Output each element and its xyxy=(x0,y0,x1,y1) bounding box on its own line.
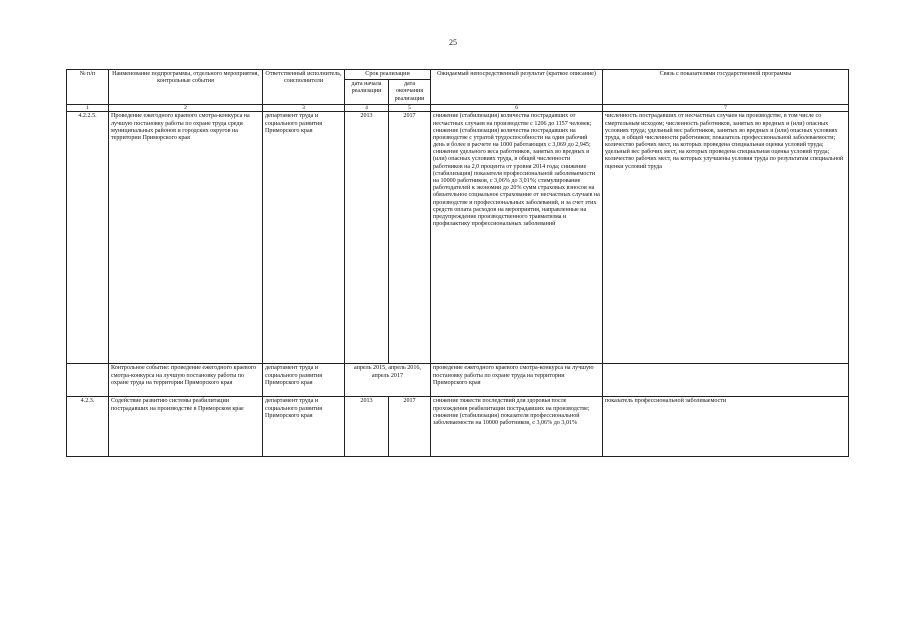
column-number: 2 xyxy=(109,104,263,112)
column-number: 5 xyxy=(389,104,431,112)
row-number: 4.2.2.5. xyxy=(67,112,109,364)
header-result: Ожидаемый непосредственный результат (краткое описание) xyxy=(431,70,603,105)
row-name: Проведение ежегодного краевого смотра-конкурса на лучшую постановку работы по охране труда среди муниципальных районов и городских округов на территории Приморского края xyxy=(109,112,263,364)
column-number: 4 xyxy=(345,104,389,112)
header-end: дата окончания реализации xyxy=(389,80,431,105)
row-number xyxy=(67,364,109,397)
row-end: 2017 xyxy=(389,112,431,364)
row-number: 4.2.3. xyxy=(67,397,109,457)
row-start: 2013 xyxy=(345,397,389,457)
row-link: численность пострадавших от несчастных случаев на производстве, в том числе со смертельным исходом; численность работников, занятых во вредных и (или) опасных условиях труда; удельный вес работников, занятых во вредных и (или) опасных условиях труда, в общей численности работников; показатель профессиональной заболеваемости; количество рабочих мест, на которых проведена специальная оценка условий труда; удельный вес рабочих мест, на которых проведена специальная оценка условий труда; количество рабочих мест, на которых улучшены условия труда по результатам специальной оценки условий труда xyxy=(603,112,849,364)
column-number-row xyxy=(67,104,849,112)
header-link: Связь с показателями государственной программы xyxy=(603,70,849,105)
header-start: дата начала реализации xyxy=(345,80,389,105)
row-executor: департамент труда и социального развития Приморского края xyxy=(263,397,345,457)
header-executor: Ответственный исполнитель, соисполнители xyxy=(263,70,345,105)
row-result: снижение тяжести последствий для здоровья после прохождения реабилитации пострадавших на производстве; снижение (стабилизация) показателя профессиональной заболеваемости на 10000 работников, с 3,06% до 3,01% xyxy=(431,397,603,457)
row-result: проведение ежегодного краевого смотра-конкурса на лучшую постановку работы по охране труда на территории Приморского края xyxy=(431,364,603,397)
row-dates: апрель 2015, апрель 2016, апрель 2017 xyxy=(345,364,431,397)
table-row xyxy=(67,397,849,457)
row-name: Содействие развитию системы реабилитации пострадавших на производстве в Приморском крае xyxy=(109,397,263,457)
row-executor: департамент труда и социального развития Приморского края xyxy=(263,364,345,397)
column-number: 3 xyxy=(263,104,345,112)
header-name: Наименование подпрограммы, отдельного мероприятия, контрольные события xyxy=(109,70,263,105)
row-end: 2017 xyxy=(389,397,431,457)
program-table xyxy=(66,69,849,457)
column-number: 6 xyxy=(431,104,603,112)
row-start: 2013 xyxy=(345,112,389,364)
column-number: 7 xyxy=(603,104,849,112)
row-name: Контрольное событие: проведение ежегодного краевого смотра-конкурса на лучшую постановку работы по охране труда на территории Приморского края xyxy=(109,364,263,397)
row-result: снижение (стабилизация) количества пострадавших от несчастных случаев на производстве с 1206 до 1157 человек; снижение (стабилизация) количества пострадавших на производстве с утратой трудоспособности на один рабочий день и более в расчете на 1000 работающих с 3,069 до 2,945; снижение удельного веса работников, занятых во вредных и (или) опасных условиях труда, в общей численности работников на 2,0 процента от уровня 2014 года; снижение (стабилизация) показателя профессиональной заболеваемости на 10000 работников, с 3,06% до 3,01%; стимулирование работодателей к экономии до 20% сумм страховых взносов на обязательное социальное страхование от несчастных случаев на производстве и профессиональных заболеваний, и за счет этих средств оплата расходов на мероприятия, направленные на предупреждение производственного травматизма и профилактику профессиональных заболеваний xyxy=(431,112,603,364)
header-row xyxy=(67,70,849,80)
row-link: показатель профессиональной заболеваемости xyxy=(603,397,849,457)
table-row xyxy=(67,112,849,364)
table-row-control-event xyxy=(67,364,849,397)
header-num: № п/п xyxy=(67,70,109,105)
page-number: 25 xyxy=(449,38,457,47)
row-link xyxy=(603,364,849,397)
column-number: 1 xyxy=(67,104,109,112)
header-period: Срок реализации xyxy=(345,70,431,80)
row-executor: департамент труда и социального развития Приморского края xyxy=(263,112,345,364)
